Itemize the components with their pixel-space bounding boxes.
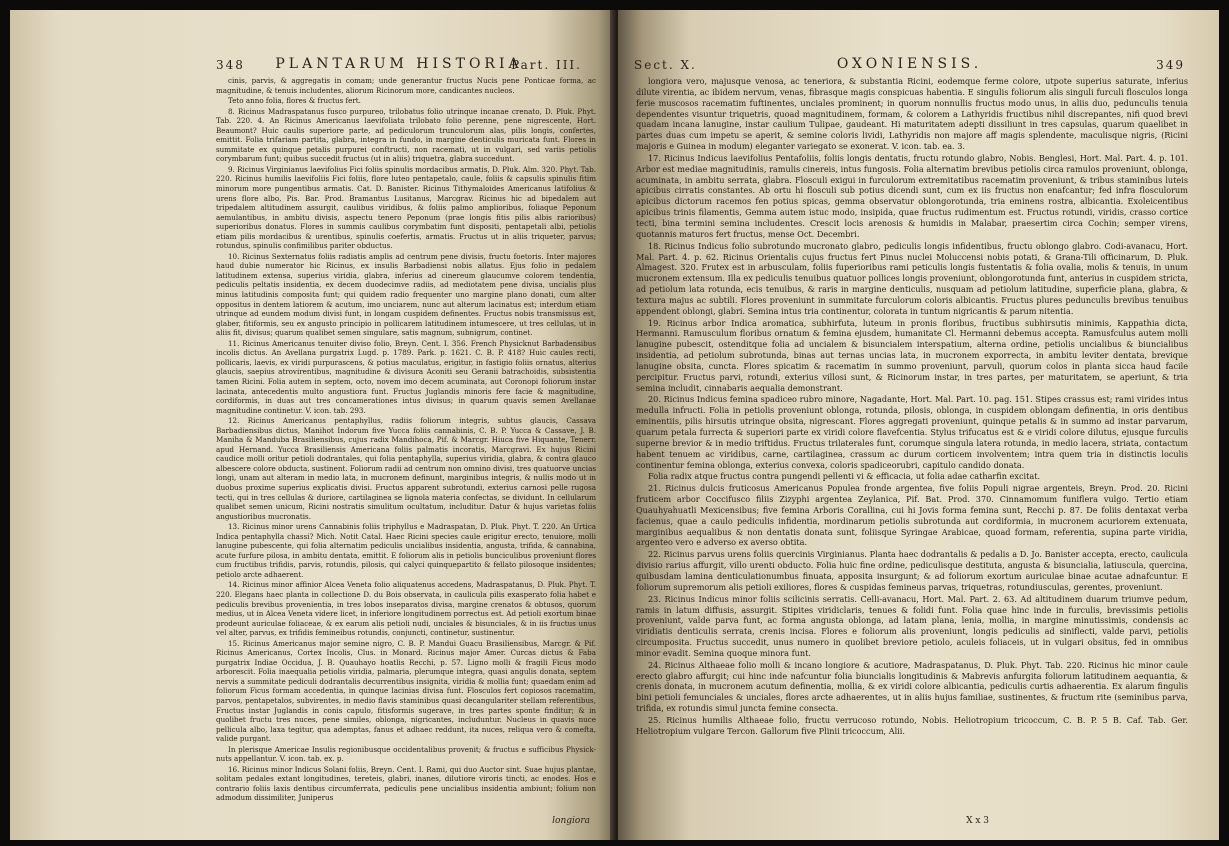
left-body-text — [216, 76, 596, 804]
paragraph: longiora vero, majusque venosa, ac teneriora, & substantia Ricini, eodemque ferme colore, utpote superius saturate, inferius dilute virentia, ac ibidem nervum, venas, fibrasque magis conspicuas habentia. E singulis foliorum alis singuli furculi flosculos longa ferie muscosos racematim fuftinentes, unciales prominent; in quorum nonnullis fructus modo unus, in aliis duo, pedunculis tenuia dependentes visuntur triquetris, quoad magnitudinem, formam, & colorem a Lathyridis fructibus nihil discrepantes, nifi quod brevi quadam incana lanugine, instar caulium Tulipae, gaudeant. Hi maturitatem adepti dissiliunt in tres capsulas, quarum quaelibet in partes duas cum impetu se aperit, & semine coloris lividi, Lathyridis non majore aff magis splendente, maculisque nigris, (Ricini majoris e Guinea in modum) eleganter variegato se exonerat. V. icon. tab. ea. 3. — [636, 76, 1188, 152]
paragraph: Folia radix atque fructus contra pungendi pellenti vi & efficacia, ut folia adae catharfin excitat. — [648, 471, 1041, 482]
right-page-number: 349 — [1156, 58, 1185, 72]
paragraph: 21. Ricinus dulcis fruticosus Americanus Populea fronde argentea, five foliis Populi nigrae argenteis, Breyn. Prod. 20. Ricini fruticem arbor Coccifusco filiis Zizyphi argentea Zeylanica, Pif. Bat. Prod. 370. Cinnamomum funiflera vulgo. Tertio etiam Quauhyahuatli Mexicensibus; five femina Arboris Corallina, cui hi Jovis forma femina sunt, Recchi p. 87. De foliis dentaxat verba facienus, quae a caulo pediculis infidentia, mordinarum petiolis subrotunda aut cordiformia, in mucronem acuriorem extenuata, marginibus aequalibus & non dentatis donata sunt, foliisque Syringae Arabicae, quoad formam, referentia, supina parte viridia, argenteo vero e adverso ex averso obtita. — [636, 483, 1188, 548]
open-book — [10, 10, 1219, 840]
right-page — [618, 10, 1219, 840]
left-catchword: longiora — [552, 816, 590, 826]
paragraph: 14. Ricinus minor affinior Alcea Veneta folio aliquatenus accedens, Madraspatanus, D. Pluk. Phyt. T. 220. Elegans haec planta in collectione D. du Bois observata, in caulicula pilis exasperato folia habet e pediculis brevibus provenientia, in tres lobos inseparatos divisa, margine crenatos & obtusos, quorum medius, ut in Alcea Veneta videre licet, in inferiore longitudinem porrectus est. Ad petioli exortum binae prodeunt auriculae foliaceae, & ex earum alis petioli nudi, unciales & bisunciales, & in iis fructus unus vel alter, parvus, ex trifidis femineibus rotundis, conjuncti, continetur, sustinentur. — [216, 580, 596, 638]
paragraph: 20. Ricinus Indicus femina spadiceo rubro minore, Nagadante, Hort. Mal. Part. 10. pag. 151. Stipes crassus est; rami virides intus medulla infructi. Folia in petiolis proveniunt oblonga, rotunda, pilosis, oblonga, in cuspidem oblongam definentia, in oris dentibus eminentiis, pilis hirsutis utrinque obsita, nigrescant. Flores aggregati proveniunt, quinque petalis & in summo ad instar parvarum, quarum petala furrecta & superiori parte ex viridi colore flavefcentia. Stylus trifucatus est & e viridi colore dilutus, ejusque furculis superne brevior & in medio triftidus. Fructus trilaterales funt, corumque singula latera rotunda, in medio lacera, striata, contactum habent tenuem ac viridibus, carne, cartilaginea, crassum ac durum corticem involventem; intra quem tria in distinctis loculis continentur femina oblonga, exterius convexa, coloris spadiceorubri, capitulo candido donata. — [636, 394, 1188, 470]
paragraph: 16. Ricinus minor Indicus Solani foliis, Breyn. Cent. I. Rami, qui duo Auctor sint. Suae hujus plantae, solitam pedales extant longitudines, tereteis, glabri, inanes, dilutiore viroris tincti, ac enodes. Hos e contrario foliis laxis dentibus circumferrata, pediculis pene uncialibus insidentia ambiunt; folium non admodum dissimiliter, Juniperus — [216, 764, 596, 803]
paragraph: In plerisque Americae Insulis regionibusque occidentalibus provenit; & fructus e sufficibus Physick-nuts appellantur. V. icon. tab. ex. p. — [216, 744, 596, 764]
paragraph: 18. Ricinus Indicus folio subrotundo mucronato glabro, pediculis longis infidentibus, fructu oblongo glabro. Codi-avanacu, Hort. Mal. Part. 4. p. 62. Ricinus Orientalis cujus fructus fert Pinus nuclei Moluccensi nobis potati, & Grana-Tili officinarum, D. Pluk. Almagest. 320. Frutex est in arbusculam, foliis fuperioribus rami peticulis longis fustentatis & folia ovalia, molis & tenuis, in unum mucronem extensum. Illa ex pediculis tenuibus quatuor pollices longis proveniunt, oblongorotunda funt, anterius in cuspidem stricta, ad petiolum lata rotunda, ecis tenuibus, & raris in margine denticulis, nusquam ad petiolum latitudine, superficie plana, glabra, & textura majus ac subtili. Flores proveniunt in summitate furculorum coloris albicantis. Fructus plures pedunculis brevibus tenuibus appendent oblongi, glabri. Semina intus tria continentur, colorata in tuntum nigricantis & parum nitentia. — [636, 240, 1188, 316]
signature-mark: X x 3 — [966, 816, 989, 826]
paragraph: 22. Ricinus parvus urens foliis quercinis Virginianus. Planta haec dodrantalis & pedalis a D. Jo. Banister accepta, erecto, caulicula divisio rarius affurgit, villo urenti obducto. Folia huic fine ordine, pediculisque destituta, angusta & bisuncialia, latiuscula, quercina, quibusdam lamina denticulationumbus finuata, apposita insurgunt; & ad foliorum exortum auriculae binae acutae adnafcuntur. E foliorum supremorum alis petioli exiliores, flores & cuspidas femineus parvas, triquetras, rotundiusculas, gerentes, proveniunt. — [636, 549, 1188, 592]
paragraph: 13. Ricinus minor urens Cannabinis foliis triphyllus e Madraspatan, D. Pluk. Phyt. T. 220. An Urtica Indica pentaphylla chassi? Mich. Notit Catal. Haec Ricini species caule erigitur erecto, tenuiore, molli lanugine pubescente, qui folia alternatim pediculis uncialibus insidentia, angusta, trifida, & cannabina, acute furfure pilosa, in ambitu dentata, emittit. E foliorum alis in petiolis bunciculibus proveniunt flores cum fructibus trifidis, parvis, rotundis, pilosis, qui calyci quinquepartito & fellato pilosoque insidentes; petiolo arcte adhaerent. — [216, 522, 596, 579]
right-body-text — [636, 76, 1188, 738]
paragraph: 8. Ricinus Madraspatanus fusco purpureo, trilobatus folio utrinque incanae crenato, D. Pluk. Phyt. Tab. 220. 4. An Ricinus Americanus laevifoliata trilobato folio perenne, pene nigrescente, Hort. Beaumont? Huic caulis superiore parte, ad pediculorum trunculorum alas, pilis longis, confertes, emittit. Folia trifariam partita, glabra, integra in fundo, in margine denticulis muricata funt. Flores in summitate ex quinque petalis purpurei conftructi, non racemati, ut in vulgari, sed variis petiolis corymbarum funt; quibus succedit fructus (ut in aliis) triquetra, glabra succedunt. — [216, 106, 596, 164]
left-part-label: Part. III. — [511, 58, 582, 72]
paragraph: 17. Ricinus Indicus laevifolius Pentafoliis, foliis longis dentatis, fructu rotundo glabro, Nobis. Benglesi, Hort. Mal. Part. 4. p. 101. Arbor est mediae magnitudinis, ramulis cinereis, intus fungosis. Folia alternatim brevibus petiolis circa ramulos proveniunt, oblonga, acuminata, in ambitu serrata, glabra. Flosculi exigui in furculorum extremitatibus racematim proveniunt, & tribus staminibus luteis apicibus cirratis constantes. Ab ortu hi flosculi sub potius dicendi sunt, cum ex iis fructus non enafcantur; fed infra flosculorum apicibus dictorum racemos fen potius spicas, gemma observatur oblongorotunda, tria eminens rostra, albicantia. Exoleicentibus apicibus trinis filamentis, Gemma autem istuc modo, insipida, quae fructus rudimentum est. Fructus rotundi, viridis, crasso cortice tecti, bina termini semina includentes. Crescit locis arenosis & humidis in Malabar, praesertim circa Cochin; semper virens, quotannis maturos fert fructus, mense Oct. Decembri. — [636, 152, 1188, 239]
left-page-number: 348 — [216, 58, 245, 72]
paragraph: 10. Ricinus Sexternatus foliis radiatis amplis ad centrum pene divisis, fructu foetoris. Inter majores haud dubie numerator hic Ricinus, ex insulis Barbadiensi nobis allatus. Ejus folio in pedalem latitudinem extensa, superius viridia, glabra, inferius ad cinereum glaucumve colorem tendentia, pediculis peltatis insidentia, ex decem duodecimve radiis, ad mediotatem pene divisa, uncialis plus minus latitudinis composita funt; qui quidem radio frequenter uno margine plano donati, cum alter oppositus in dentem latiorem & acutum, imo unciarem, nunc aut alterum lacinatus est; interdum etiam utrinque ad eundem modum divisi funt, in longam cuspidem definentes. Fructus nobis transmissus est, glaber, fitiformis, seu ex angusto principio in pollicarem latitudinem intumescere, ut tres cellulas, ut in aliis fit, divisus; quarum qualibet semen singulare, satis magnum, subnigrum, continet. — [216, 251, 596, 338]
paragraph: 24. Ricinus Althaeae folio molli & incano longiore & acutiore, Madraspatanus, D. Pluk. Phyt. Tab. 220. Ricinus hic minor caule erecto glabro affurgit; cui hinc inde nafcuntur folia biuncialis longitudinis & Mabrevis anfurgita foliorum latitudinem aequantia, & crenis donata, in mucronem acutum definentia, mollia, & ex viridi colore albicantia, pediculis curtis adhaerentia. Ex alarum fingulis bini petioli femunciales & unciales, flores arcte adhaerentes, ut in aliis hujus familiae, sustinentes, & fructum rite (seminibus parva, trifida, ex rotundis simul juncta femine consecta. — [636, 659, 1188, 714]
paragraph: 11. Ricinus Americanus tenuiter diviso folio, Breyn. Cent. I. 356. French Physicknut Barbadensibus incolis dictus. An Avellana purgatrix Lugd. p. 1789. Park. p. 1621. C. B. P. 418? Huic caules recti, pollicaris, laevis, ex viridi purpurascens, & potius maculatus, erigitur, in fastigio foliis ornatus, alterius glaucis, saepius atrovirentibus, magnitudine & divisura Aconiti seu Geranii batrachoidis, subsistentia tamen Ricini. Folia autem in septem, octo, novem imo decem acuminata, aut Coronopi foliorum instar lacinata, antecedentis multo angustiora funt. Fructus Juglandis minoris fere facie & magnitudine, cordiformis, in duas aut tres concamerationes intus divisus; in quarum quavis semen Avellanae magnitudine continetur. V. icon. tab. 293. — [216, 338, 596, 415]
paragraph: 9. Ricinus Virginianus laevifolius Fici foliis spinulis mordacibus armatis, D. Pluk. Alm. 320. Phyt. Tab. 220. Ricinus humilis laevifoliis Fici foliis, flore luteo pentapetalo, caule, foliis & capsulis spinulis fitim minorum more pungentibus armatis. Cat. D. Banister. Ricinus Tithymaloides Americanus latifolius & urens flore albo, Pis. Bar. Prod. Bramantus Lusitanus, Marcgrav. Ricinus hic ad bipedalem aut tripedalem altitudinem assurgit, caulibus viridibus, & foliis palmo amplioribus, foliaque Peponum aemulantibus, in ambitu divisis, aspectu tenero Peponum (prae longis fitis pilis albis rarioribus) superioribus donatus. Flores in summis caulibus corymbatim funt dispositi, pentapetali albi, petiolis etiam pilis mordacibus & urentibus, spinulis coefertis, armatis. Fructus ut in aliis triqueter, parvus; rotundus, spinulis confimilibus pariter obductus. — [216, 164, 596, 251]
paragraph: Teto anno folia, flores & fructus fert. — [228, 96, 361, 106]
left-running-title: PLANTARUM HISTORIA — [275, 56, 523, 72]
right-section-label: Sect. X. — [634, 58, 697, 72]
right-running-title: OXONIENSIS. — [836, 56, 983, 72]
paragraph: 19. Ricinus arbor Indica aromatica, subhirfuta, luteum in pronis floribus, fructibus subhirsutis minimis, Kappathia dicta, Hermanni. Ramusculum floribus ornatum & femina ejusdem, humanitate Cl. Hermanni debemus accepta. Ramusfculus autem molli lanugine pubescit, ostenditque folia ad uncialem & bisuncialem interspatium, alterna ordine, petiolis uncialibus & biuncialibus insidentia, ad petiolum subrotunda, binas aut ternas uncias lata, in mucronem exporrecta, in ambitu leviter dentata, brevique lanugine obsita, cuncta. Flores spicatim & racematim in summo proveniunt, parvuli, quorum colos in planta sicca haud facile percipitur. Fructus parvi, rotundi, exterius villosi sunt, & Ricinorum instar, in tres partes, per maturitatem, se aperiunt, & tria semina includit, cinnabaris aequalia demonstrant. — [636, 317, 1188, 393]
paragraph: 15. Ricinus Americanus major semine nigro, C. B. P. Mandui Guacu Brasiliensibus, Marcgr. & Pif. Ricinus Americanus, Cortex Incolis, Clus. in Monard. Ricinus major Amer. Curcas dictus & Faba purgatrix Indiae Occidua, J. B. Quauhayo hoatlis Recchi, p. 57. Ligno molli & fragili Ficus modo arborescit. Folia inaequalia petiolis viridia, palmaria, plerumque integra, quasi angulis donata, septem nervis a summitate pediculi dodrantalis decurrentibus insignita, viridia & mollia funt; quaedam enim ad foliorum Ficus formam accedentia, in quinque lacinias divisa funt. Flosculos fert copiosos racematim, parvos, pentapetalos, subvirentes, in medio flavis staminibus quasi decangulariter stellam referentibus, Fructus instar Juglandis in conis capulo, fitisformis sugerave, in tres partes sponte finditur; & in quolibet fructu tres nuces, pene similes, oblonga, nigricantes, includuntur. Nucleus in quavis nuce pellicula albo, laxa tegitur, qua ademptas, fanus et adhaec reddunt, ita nuces, reliqua vero & comefta, valide purgant. — [216, 638, 596, 744]
left-page — [10, 10, 616, 840]
paragraph: 23. Ricinus Indicus minor foliis scilicinis serratis. Celli-avanacu, Hort. Mal. Part. 2. 63. Ad altitudinem duarum triumve pedum, ramis in latum diffusis, assurgit. Stipites viridiclaris, tenues & folidi funt. Folia quae hinc inde in furculis, brevissimis petiolis proveniunt, valde parva funt, ac forma angusta oblonga, ad latam plana, lenia, mollia, in margine minutissimis, condensis ac viridiatis denticulis serrata, crenis incisa. Flores e foliorum alis proveniunt, longis pediculis ad siniflecti, valde parvi, petiolis circumposita. Fructus succedit, unus numero in quolibet breviore petiolo, aculeis foliaceis, ut in vulgari obsitus, fed in omnibus minor evadit. Semina quoque minora funt. — [636, 593, 1188, 658]
paragraph: 12. Ricinus Americanus pentaphyllus, radiis foliorum integris, subtus glaucis, Cassava Barbadiensibus dictus, Manihot Indorum five Yucca foliis cannabinis, C. B. P. Yucca & Cassave, J. B. Maniha & Manduba Brasiliensibus, cujus radix Mandihoca, Pif. & Marcgr. Hiuca five Hiquante, Tenerr. apud Hernand. Yucca Brasiliensis Americana foliis palmatis incoratis, Marcgravi. Ex hujus Ricini caudice molli oritur petioli dodrantales, qui folia pentaphylla, superius viridia, glabra, & contra glauco albescere colore obducta, sustinent. Foliorum radii ad centrum non omnino divisi, tres quatuorve uncias longi, unam aut alteram in medio lata, in mucronem definunt, marginibus integris, & nullis modo ut in duobus proxime superius explicatis divisi. Fructus apparent subrotundi, exterius carnosi pelle rugosa tecti, qui in tres cellulas & duriore, cartilaginea se lignola materia confectas, se dividunt. In cellularum qualibet semen unicum, Ricini nostratis simulitum ocultatum, includitur. Datur & hujus varietas foliis angustioribus mucronatis. — [216, 416, 596, 521]
paragraph: cinis, parvis, & aggregatis in comam; unde generantur fructus Nucis pene Ponticae forma, ac magnitudine, & tenuis includentes, aliorum Ricinorum more, candicantes nucleos. — [216, 76, 596, 95]
paragraph: 25. Ricinus humilis Althaeae folio, fructu verrucoso rotundo, Nobis. Heliotropium tricoccum, C. B. P. 5 B. Caf. Tab. Ger. Heliotropium vulgare Tercon. Gallorum five Plinii tricoccum, Alii. — [636, 714, 1188, 736]
